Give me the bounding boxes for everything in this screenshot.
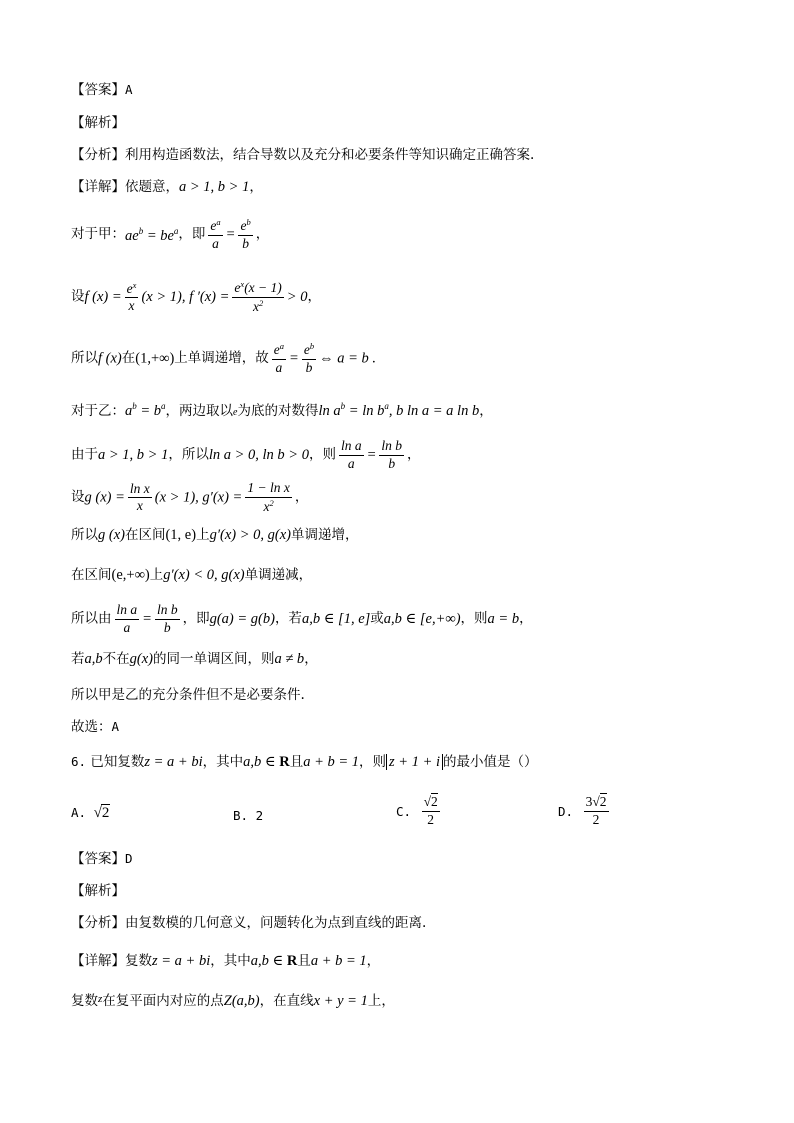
inc-interval: (1, e): [165, 527, 197, 543]
comma: ，: [307, 288, 321, 305]
dec-cond: g′(x) < 0, g(x): [163, 567, 245, 583]
comma: ，: [294, 489, 309, 506]
so-interval: (1,+∞): [135, 350, 175, 367]
choose-label: 故选：: [71, 719, 112, 735]
option-a[interactable]: [71, 805, 110, 822]
so-text: 在: [121, 350, 136, 367]
q6-number: 6.: [71, 754, 87, 769]
yi-log-eq: $\ln a^b = \ln b^a$: [318, 401, 389, 419]
q6-ab: a,b ∈: [243, 754, 280, 770]
option-d[interactable]: [558, 795, 612, 828]
q6-text5: 的最小值是（）: [443, 754, 538, 770]
analysis-label: 【解析】: [71, 115, 125, 131]
option-c-label: C.: [396, 803, 412, 819]
gprime-frac: $\frac{\text{1 − ln x}}{x^2}$: [247, 480, 290, 514]
f-frac: $\frac{e^x}{x}$: [126, 279, 137, 314]
dec-text1: 在区间: [71, 567, 112, 583]
from-frac-right: $\frac{\text{ln b}}{b}$: [381, 438, 403, 471]
q6-detail-sum: a + b = 1: [310, 953, 367, 969]
option-c[interactable]: [396, 795, 443, 828]
q6-analysis-label: 【解析】: [71, 883, 125, 899]
q6-point-line-eq: x + y = 1: [313, 993, 368, 1009]
from-text3: ，则: [308, 446, 336, 463]
inc-cond: g′(x) > 0, g(x): [209, 527, 291, 543]
by-text1: 所以由: [71, 610, 112, 627]
not-ab: a,b: [84, 651, 103, 667]
not-res: a ≠ b: [274, 651, 305, 667]
so-label: 所以: [71, 350, 98, 367]
q6-point-line: [71, 994, 395, 1009]
fenxi-line: [71, 149, 534, 163]
q6-answer-label: 【答案】: [71, 851, 125, 867]
conclusion: 所以甲是乙的充分条件但不是必要条件.: [71, 687, 305, 703]
q6-point-text1: 复数: [71, 993, 98, 1009]
option-b-value: 2: [255, 808, 264, 823]
jia-eq: $ae^b = be^a$: [125, 225, 179, 244]
from-line: 由于a > 1, b > 1，所以ln a > 0, ln b > 0，则 $\frac{\text{ln a}}{a}$ = $\frac{\text{ln b}}{b}$ ，: [71, 438, 421, 471]
g-set-label: 设: [71, 489, 85, 506]
fenxi-label: 【分析】: [71, 147, 125, 163]
yi-text: ，两边取以: [165, 403, 234, 419]
jia-line: 对于甲：$ae^b = be^a$，即 $\frac{e^a}{a}$ = $\frac{e^b}{b}$ ，: [71, 217, 270, 251]
mono-line: 所以f (x)在(1,+∞)上单调递增，故 $\frac{e^a}{a}$ = $\frac{e^b}{b}$ ⇔ a = b .: [71, 341, 377, 375]
q6-answer-value: D: [125, 851, 133, 866]
by-text4: 或: [370, 610, 384, 627]
q6-detail-label: 【详解】: [71, 953, 125, 969]
jia-frac-left: $\frac{e^a}{a}$: [210, 217, 221, 251]
detail-label: 【详解】: [71, 179, 125, 195]
q6-detail-ab: a,b ∈: [250, 953, 287, 969]
condition: a > 1, b > 1: [179, 179, 250, 195]
detail-text: 依题意，: [125, 179, 179, 195]
q6-detail-text3: 且: [297, 953, 311, 969]
not-line: [71, 652, 318, 667]
option-c-value: $\frac{√2}{2}$: [423, 794, 438, 827]
choose-line: [71, 721, 119, 735]
inc-text4: 单调递增，: [290, 527, 359, 543]
inc-text2: 在区间: [124, 527, 166, 543]
from-frac-left: $\frac{\text{ln a}}{a}$: [340, 438, 362, 471]
set-label: 设: [71, 288, 85, 305]
yi-line: [71, 402, 493, 419]
q6-point-text2: 在复平面内对应的点: [102, 993, 224, 1009]
q6-zdef: z = a + bi: [144, 754, 203, 770]
by-res: a = b: [487, 611, 520, 628]
q6-R: R: [279, 754, 290, 770]
q6-text1: 已知复数: [90, 754, 145, 770]
q6-detail-line: [71, 954, 380, 969]
inc-text3: 上: [196, 527, 210, 543]
dec-line: [71, 568, 312, 583]
yi-text3: 为底的对数得: [237, 403, 319, 419]
not-text1: 若: [71, 651, 85, 667]
answer-line: [71, 84, 133, 98]
fprime-frac: $\frac{e^x(x - 1)}{x^2}$: [234, 279, 282, 314]
so-frac-right: $\frac{e^b}{b}$: [303, 341, 315, 375]
answer-value: A: [125, 82, 133, 97]
g-frac: $\frac{\text{ln x}}{x}$: [129, 480, 150, 514]
by-frac-right: $\frac{\text{ln b}}{b}$: [156, 602, 178, 635]
option-b-label: B.: [233, 808, 249, 823]
option-a-label: A.: [71, 805, 87, 820]
jia-text: ，即: [178, 226, 206, 243]
yi-e: e: [233, 407, 238, 418]
by-line: 所以由 $\frac{\text{ln a}}{a}$ = $\frac{\text{ln b}}{b}$ ，即g(a) = g(b)，若a,b ∈ [1, e]或a,b ∈ [e,+∞)，则a = b，: [71, 602, 533, 635]
from-label: 由于: [71, 446, 98, 463]
q6-detail-z: z = a + bi: [152, 953, 211, 969]
detail-line: [71, 180, 263, 195]
q6-sum: a + b = 1: [303, 754, 360, 770]
dec-text2: 上: [149, 567, 164, 583]
from-cond: a > 1, b > 1: [98, 447, 169, 464]
not-text2: 不在: [102, 651, 130, 667]
f-def-line: 设f (x) = $\frac{e^x}{x}$ (x > 1), f ′(x) = $\frac{e^x(x - 1)}{x^2}$ > 0，: [71, 279, 321, 314]
q6-abs: z + 1 + i: [386, 754, 443, 770]
yi-label: 对于乙：: [71, 403, 125, 419]
from-log: ln a > 0, ln b > 0: [208, 447, 309, 464]
jia-label: 对于甲：: [71, 226, 125, 243]
dec-text3: 单调递减，: [244, 567, 313, 583]
q6-answer-line: [71, 853, 133, 867]
comma: ，: [304, 651, 318, 667]
option-d-label: D.: [558, 803, 574, 819]
choose-value: A: [111, 719, 120, 734]
comma: ，: [519, 610, 533, 627]
q6-detail-text1: 复数: [125, 953, 152, 969]
inc-line: 所以g (x)在区间(1, e)上g′(x) > 0, g(x)单调递增，: [71, 527, 359, 543]
by-frac-left: $\frac{\text{ln a}}{a}$: [116, 602, 138, 635]
jia-frac-right: $\frac{e^b}{b}$: [240, 217, 251, 251]
so-text3: 上单调递增，故: [174, 350, 269, 367]
comma: ，: [407, 446, 421, 463]
by-text2: ，即: [182, 610, 210, 627]
answer-label: 【答案】: [71, 82, 125, 98]
q6-detail-R: R: [286, 953, 298, 969]
q6-detail-text2: ，其中: [210, 953, 251, 969]
q6-stem: [71, 755, 538, 770]
yi-eq: $a^b = b^a$: [125, 401, 166, 419]
option-a-value: √2: [93, 805, 110, 821]
comma: ，: [366, 953, 381, 969]
dec-interval: (e,+∞): [111, 567, 150, 583]
q6-text4: ，则: [359, 754, 387, 770]
not-text3: 的同一单调区间，则: [152, 651, 275, 667]
g-def-line: 设g (x) = $\frac{\text{ln x}}{x}$ (x > 1), g′(x) = $\frac{\text{1 − ln x}}{x^2}$ ，: [71, 480, 309, 514]
fenxi-text: 利用构造函数法，结合导数以及充分和必要条件等知识确定正确答案.: [125, 147, 535, 163]
q6-fenxi-line: [71, 917, 426, 931]
from-text: ，所以: [168, 446, 209, 463]
comma: ，: [255, 226, 270, 243]
by-text3: ，若: [274, 610, 302, 627]
q6-point-text3: ，在直线: [259, 993, 314, 1009]
by-text5: ，则: [460, 610, 488, 627]
so-frac-left: $\frac{e^a}{a}$: [273, 341, 285, 375]
yi-log3: , b ln a = a ln b: [388, 403, 480, 419]
q6-fenxi-text: 由复数模的几何意义，问题转化为点到直线的距离.: [125, 915, 427, 931]
q6-point-text4: 上，: [367, 993, 395, 1009]
not-g: g(x): [129, 651, 153, 667]
by-ab: a,b ∈ [1, e]: [301, 611, 371, 628]
q6-point-Z: Z(a,b): [223, 993, 260, 1009]
by-ab2: a,b ∈ [e,+∞): [383, 611, 461, 628]
q6-text3: 且: [289, 754, 304, 770]
by-eq: g(a) = g(b): [209, 611, 275, 628]
comma: ，: [479, 403, 493, 419]
q6-fenxi-label: 【分析】: [71, 915, 125, 931]
option-b[interactable]: [233, 808, 263, 823]
comma: ，: [249, 179, 263, 195]
option-d-value: $\frac{3√2}{2}$: [585, 794, 607, 827]
inc-text1: 所以: [71, 527, 98, 543]
q6-text2: ，其中: [202, 754, 244, 770]
q6-point-z: z: [98, 993, 103, 1005]
